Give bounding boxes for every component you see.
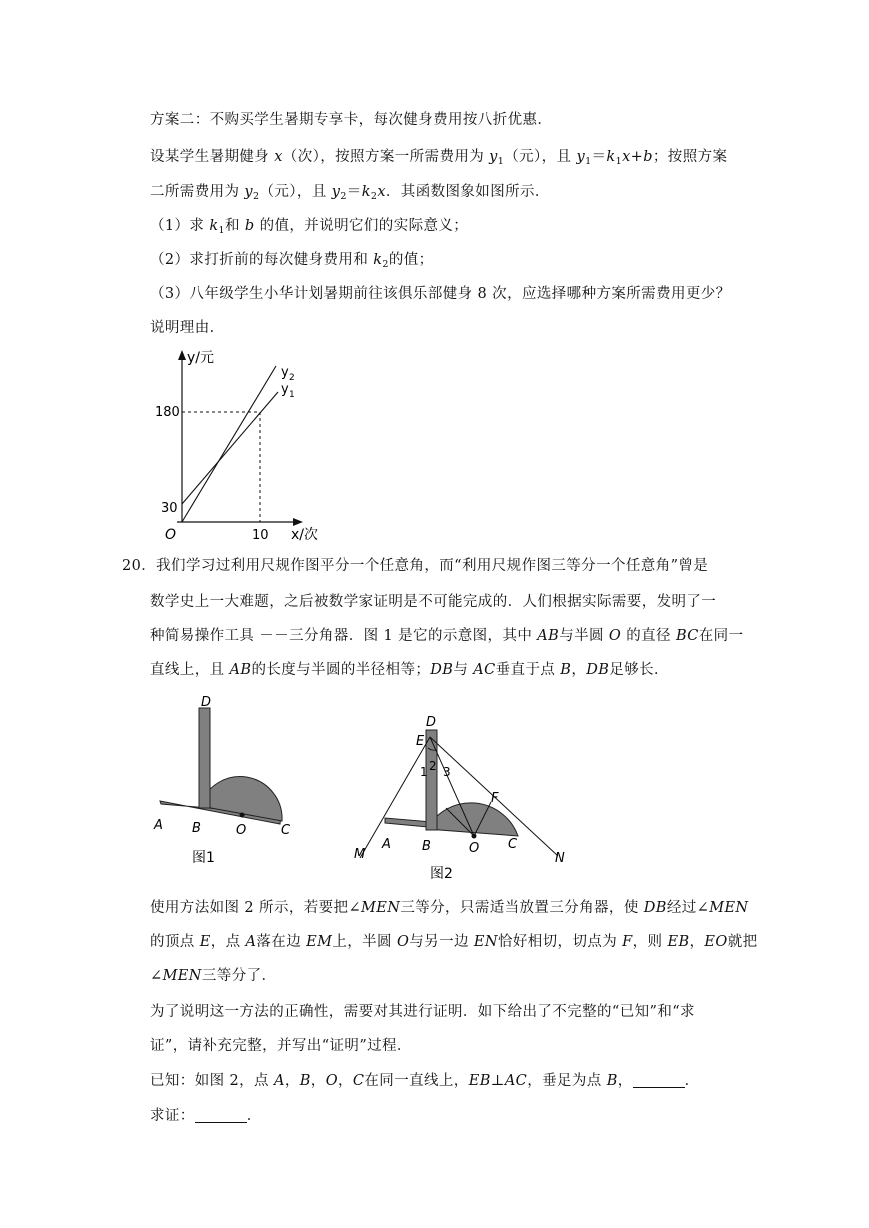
label-m: M	[354, 847, 366, 862]
var-ac: AC	[473, 662, 496, 678]
text-span: ，点	[210, 934, 246, 950]
equals-sign: ＝	[591, 149, 607, 165]
plan-two-text	[150, 110, 552, 130]
center-point-o	[240, 813, 245, 818]
text-span: 证”，请补充完整，并写出“证明”过程．	[150, 1038, 412, 1054]
label-c: C	[281, 823, 291, 838]
semicircle	[427, 803, 518, 836]
var-eb: EB	[468, 1073, 491, 1089]
setup-line-2	[150, 182, 550, 207]
label-o: O	[469, 841, 480, 856]
text-span: ∠	[150, 968, 163, 984]
x-axis-label: x/次	[291, 527, 319, 543]
label-d: D	[426, 715, 437, 730]
text-span: ，	[310, 1073, 326, 1089]
tick-10: 10	[252, 528, 269, 543]
usage-line-3	[150, 966, 276, 986]
question-3	[150, 284, 731, 304]
text-span: 数学史上一大难题，之后被数学家证明是不可能完成的．人们根据实际需要，发明了一	[150, 594, 717, 610]
label-a: A	[382, 837, 391, 852]
text-span: ．	[684, 1073, 700, 1089]
equals-sign: ＝	[346, 184, 362, 200]
subscript: 2	[253, 191, 260, 202]
y-axis-label: y/元	[187, 350, 215, 366]
usage-line-2	[150, 932, 758, 952]
text-span: 求证：	[150, 1108, 195, 1124]
text-span: ；按照方案	[652, 149, 728, 165]
var-f: F	[622, 934, 633, 950]
text-span: ，垂足为点	[527, 1073, 607, 1089]
question-2	[150, 250, 434, 275]
text-span: 经过∠	[666, 900, 710, 916]
y1-subscript: 1	[289, 390, 295, 400]
var-x: x	[274, 149, 283, 165]
var-k2: k	[361, 184, 371, 200]
x-axis-arrow	[293, 518, 303, 526]
given-line	[150, 1071, 700, 1091]
text-span: 使用方法如图 2 所示，若要把∠	[150, 900, 361, 916]
text-span: 种简易操作工具 －－三分角器．图 1 是它的示意图，其中	[150, 628, 538, 644]
var-men: MEN	[162, 968, 202, 984]
proof-line-2	[150, 1036, 412, 1056]
y1-label: y	[281, 382, 289, 397]
var-men: MEN	[709, 900, 749, 916]
text-span: （次），按照方案一所需费用为	[282, 149, 490, 165]
line-y1	[182, 392, 278, 504]
var-o: O	[325, 1073, 338, 1089]
question-1	[150, 216, 468, 241]
figure-2-caption: 图2	[430, 866, 453, 880]
prove-line	[150, 1106, 262, 1126]
var-db: DB	[430, 662, 454, 678]
text-span: 的顶点	[150, 934, 200, 950]
var-x: x	[622, 149, 631, 165]
text-span: 二所需费用为	[150, 184, 245, 200]
subscript: 2	[382, 259, 389, 270]
subscript: 1	[615, 156, 623, 167]
var-men: MEN	[361, 900, 401, 916]
label-b: B	[192, 821, 201, 836]
var-em: EM	[306, 934, 333, 950]
var-a: A	[273, 1073, 285, 1089]
text-span: （元），且	[504, 149, 577, 165]
text-span: （1）求	[150, 218, 210, 234]
label-a: A	[154, 818, 163, 833]
var-k1: k	[606, 149, 616, 165]
q20-line-4	[150, 660, 669, 680]
var-ab: AB	[537, 628, 560, 644]
figure-2	[350, 712, 580, 880]
text-span: ，	[338, 1073, 353, 1089]
figure-1-caption: 图1	[192, 850, 215, 866]
text-span: 我们学习过利用尺规作图平分一个任意角，而“利用尺规作图三等分一个任意角”曾是	[156, 558, 709, 574]
text-span: ．	[246, 1108, 262, 1124]
y2-subscript: 2	[289, 373, 295, 383]
var-b: b	[643, 149, 653, 165]
label-f: F	[491, 791, 499, 806]
usage-line-1	[150, 898, 749, 918]
text-span: 说明理由．	[150, 320, 225, 336]
var-y2: y	[331, 184, 341, 200]
text-span: 足够长．	[609, 662, 669, 678]
given-answer-blank[interactable]	[633, 1073, 685, 1088]
var-c: C	[352, 1073, 365, 1089]
text-span: 的值，并说明它们的实际意义；	[254, 218, 469, 234]
vertical-bar-db	[199, 708, 210, 808]
q20-line-2	[150, 592, 716, 612]
text-span: 的长度与半圆的半径相等；	[251, 662, 431, 678]
var-b-point: B	[560, 662, 572, 678]
text-span: 的直径	[621, 628, 676, 644]
tick-30: 30	[161, 501, 178, 516]
text-span: 落在边	[256, 934, 307, 950]
text-span: 在同一直线上，	[364, 1073, 469, 1089]
text-span: 在同一	[698, 628, 744, 644]
text-span: 垂直于点	[495, 662, 561, 678]
line-y2	[182, 366, 276, 522]
text-span: ，	[571, 662, 587, 678]
subscript: 1	[497, 156, 505, 167]
text-span: ，则	[632, 934, 668, 950]
figure-1	[150, 694, 310, 872]
text-span: ，	[689, 934, 705, 950]
text-span: 与	[453, 662, 474, 678]
text-span: 与半圆	[559, 628, 609, 644]
q20-line-3	[150, 626, 743, 646]
angle-1-label: 1	[420, 765, 428, 779]
ray-em	[360, 737, 430, 858]
var-e: E	[199, 934, 211, 950]
var-o: O	[608, 628, 622, 644]
text-span: 恰好相切，切点为	[497, 934, 623, 950]
var-eb: EB	[667, 934, 690, 950]
vertical-bar-db	[426, 730, 437, 830]
text-span: （2）求打折前的每次健身费用和	[150, 252, 374, 268]
label-b: B	[422, 839, 431, 854]
angle-2-label: 2	[429, 759, 437, 773]
subscript: 1	[585, 156, 592, 167]
var-o: O	[396, 934, 410, 950]
var-b-point: B	[299, 1073, 311, 1089]
text-span: 和	[224, 218, 245, 234]
var-ac: AC	[504, 1073, 528, 1089]
question-3-cont	[150, 318, 225, 338]
proof-line-1	[150, 1002, 695, 1022]
angle-3-label: 3	[443, 765, 451, 779]
var-y1: y	[489, 149, 498, 165]
text-span: 上，半圆	[332, 934, 397, 950]
label-n: N	[555, 851, 565, 866]
origin-label: O	[165, 527, 177, 543]
var-b: b	[244, 218, 255, 234]
function-graph	[155, 346, 345, 546]
label-d: D	[201, 695, 212, 710]
var-x: x	[377, 184, 386, 200]
question-number: 20．	[122, 558, 157, 574]
center-point-o	[472, 834, 477, 839]
text-span: 设某学生暑期健身	[150, 149, 275, 165]
label-e: E	[416, 734, 425, 749]
y-axis-arrow	[178, 350, 186, 360]
text-span: 为了说明这一方法的正确性，需要对其进行证明．如下给出了不完整的“已知”和“求	[150, 1004, 695, 1020]
text-span: ．其函数图象如图所示．	[385, 184, 550, 200]
var-bc: BC	[675, 628, 699, 644]
var-b-point: B	[606, 1073, 618, 1089]
perp-symbol: ⊥	[490, 1073, 505, 1089]
setup-line-1	[150, 147, 727, 172]
tick-180: 180	[155, 405, 180, 420]
var-k2: k	[373, 252, 383, 268]
text-span: 三等分了．	[201, 968, 277, 984]
label-o: O	[236, 823, 247, 838]
y2-label: y	[281, 365, 289, 380]
text-span: 与另一边	[409, 934, 474, 950]
text-span: 就把	[727, 934, 758, 950]
var-a: A	[245, 934, 257, 950]
subscript: 1	[218, 225, 225, 236]
subscript: 2	[340, 191, 347, 202]
var-y1: y	[576, 149, 586, 165]
var-y2: y	[244, 184, 254, 200]
var-en: EN	[473, 934, 498, 950]
plan-two-sentence: 方案二：不购买学生暑期专享卡，每次健身费用按八折优惠．	[150, 112, 553, 128]
text-span: ，	[617, 1073, 633, 1089]
prove-answer-blank[interactable]	[195, 1108, 247, 1123]
text-span: 的值；	[388, 252, 434, 268]
plus-sign: +	[630, 149, 644, 165]
q20-line-1	[122, 556, 708, 576]
var-ab: AB	[229, 662, 252, 678]
text-span: 已知：如图 2，点	[150, 1073, 274, 1089]
text-span: 直线上，且	[150, 662, 230, 678]
text-span: （3）八年级学生小华计划暑期前往该俱乐部健身 8 次，应选择哪种方案所需费用更少？	[150, 286, 731, 302]
var-k1: k	[209, 218, 219, 234]
text-span: （元），且	[259, 184, 332, 200]
text-span: ，	[284, 1073, 300, 1089]
var-eo: EO	[704, 934, 728, 950]
subscript: 2	[370, 191, 378, 202]
text-span: 三等分，只需适当放置三分角器，使	[400, 900, 644, 916]
var-db: DB	[643, 900, 667, 916]
label-c: C	[508, 837, 518, 852]
var-db: DB	[586, 662, 610, 678]
